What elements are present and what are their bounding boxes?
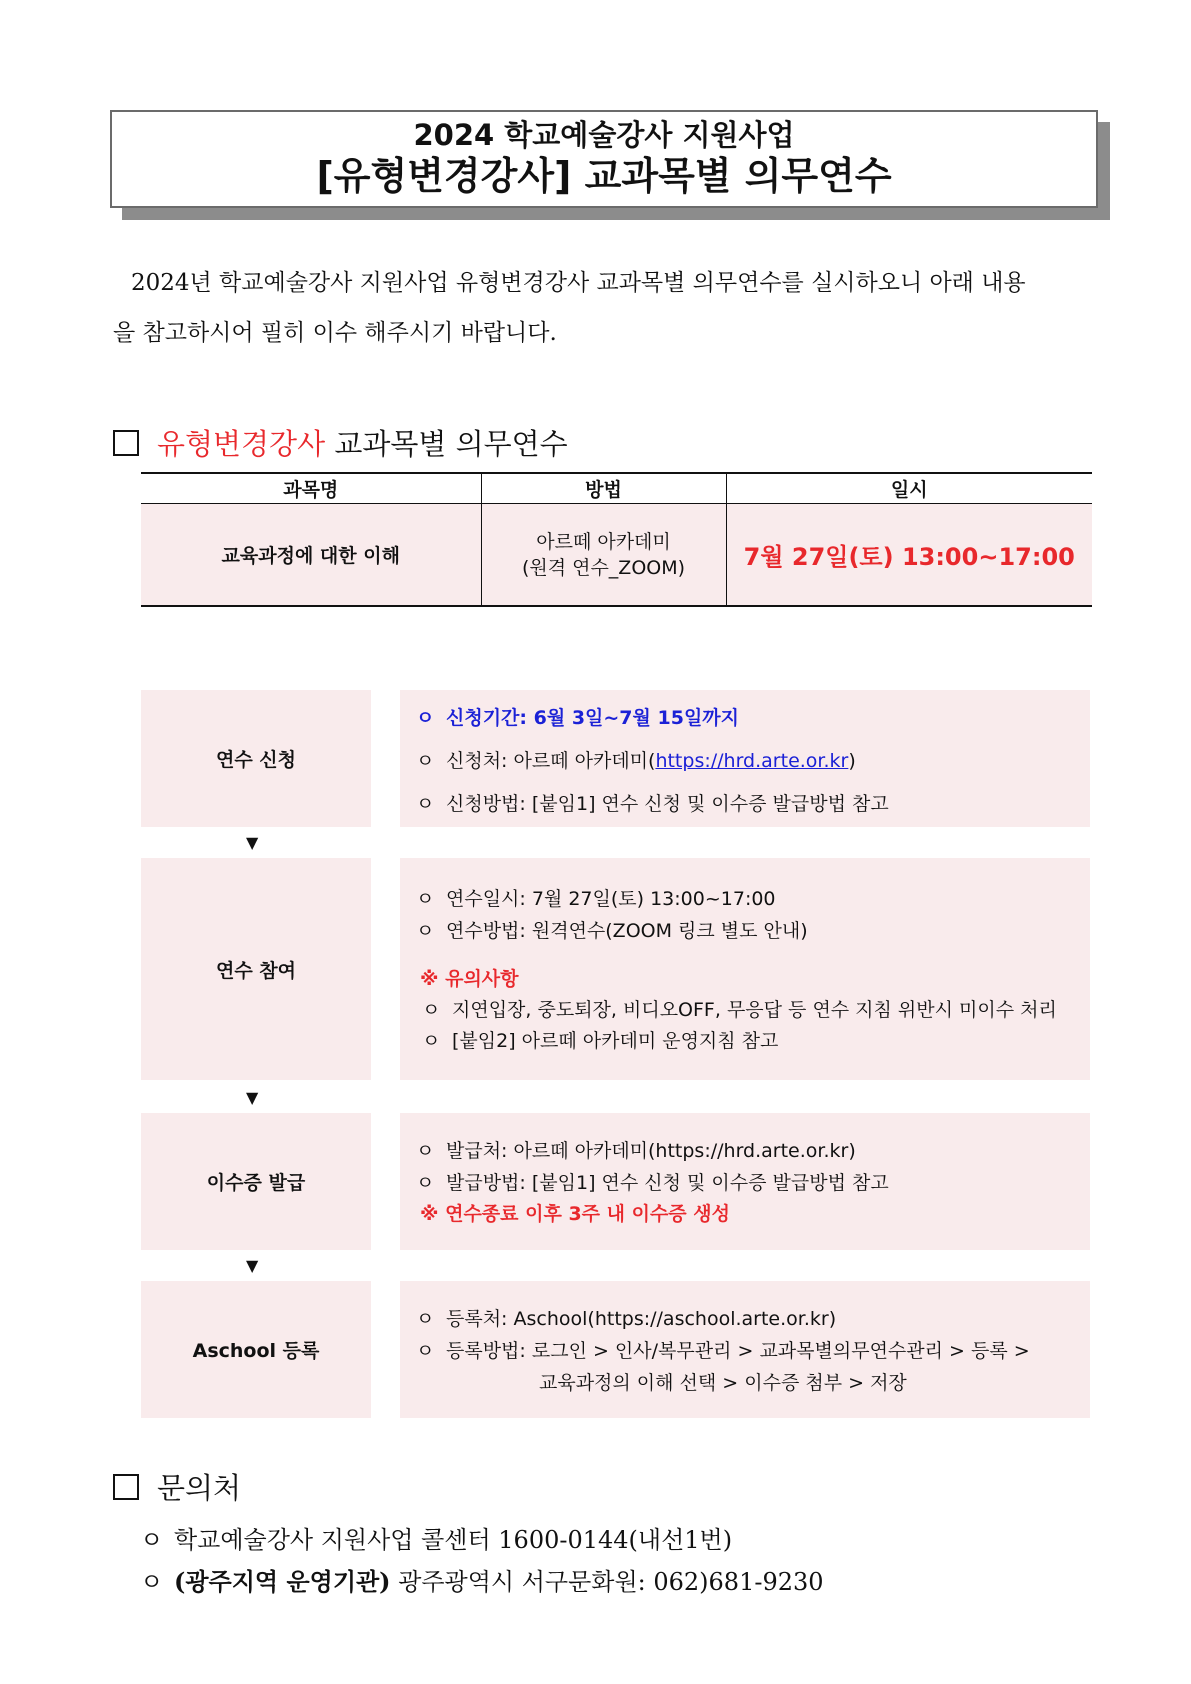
register-method-text: 등록방법: 로그인 > 인사/복무관리 > 교과목별의무연수관리 > 등록 > <box>446 1340 1030 1362</box>
step-label-attend: 연수 참여 <box>141 858 371 1080</box>
apply-place <box>416 746 856 773</box>
register-method <box>416 1336 1030 1363</box>
attend-notice-1-text: 지연입장, 중도퇴장, 비디오OFF, 무응답 등 연수 지침 위반시 미이수 처리 <box>452 999 1057 1021</box>
step-detail-apply <box>400 690 1090 827</box>
table-row <box>141 504 1092 607</box>
bullet: ㅇ <box>140 1568 164 1596</box>
down-arrow-icon: ▼ <box>246 833 259 852</box>
intro-paragraph <box>113 258 1098 358</box>
apply-place-text: 신청처: 아르떼 아카데미( <box>446 750 656 772</box>
step-detail-certificate <box>400 1113 1090 1250</box>
title-frame <box>110 110 1098 208</box>
register-method-continued: 교육과정의 이해 선택 > 이수증 첨부 > 저장 <box>539 1372 907 1394</box>
step-label-certificate: 이수증 발급 <box>141 1113 371 1250</box>
header-date: 일시 <box>726 473 1092 504</box>
cell-method <box>481 504 726 607</box>
section-heading-training <box>113 426 568 462</box>
bullet: ㅇ <box>416 1340 435 1362</box>
section-heading-highlight: 유형변경강사 <box>157 427 326 461</box>
register-place-text: 등록처: Aschool(https://aschool.arte.or.kr) <box>446 1308 837 1330</box>
step-detail-attend <box>400 858 1090 1080</box>
checkbox-icon <box>113 1474 139 1500</box>
attend-method <box>416 916 808 943</box>
bullet: ㅇ <box>416 1172 435 1194</box>
contact-org-detail: 광주광역시 서구문화원: 062)681-9230 <box>398 1568 824 1596</box>
certificate-place <box>416 1136 856 1163</box>
bullet: ㅇ <box>416 707 435 729</box>
title-line-1: 2024 학교예술강사 지원사업 <box>413 118 795 152</box>
bullet: ㅇ <box>422 999 441 1021</box>
attend-notice-2 <box>422 1026 778 1053</box>
apply-place-suffix: ) <box>848 750 856 772</box>
bullet: ㅇ <box>140 1526 164 1554</box>
intro-line-1: 2024년 학교예술강사 지원사업 유형변경강사 교과목별 의무연수를 실시하오니 아래 내용 <box>131 270 1026 296</box>
certificate-place-text: 발급처: 아르떼 아카데미(https://hrd.arte.or.kr) <box>446 1140 856 1162</box>
attend-notice-2-text: [붙임2] 아르떼 아카데미 운영지침 참고 <box>452 1030 779 1052</box>
certificate-note: ※ 연수종료 이후 3주 내 이수증 생성 <box>420 1203 730 1225</box>
step-label-register: Aschool 등록 <box>141 1281 371 1418</box>
checkbox-icon <box>113 430 139 456</box>
title-line-2: [유형변경강사] 교과목별 의무연수 <box>316 154 892 198</box>
intro-line-2: 을 참고하시어 필히 이수 해주시기 바랍니다. <box>113 320 557 346</box>
step-label-apply: 연수 신청 <box>141 690 371 827</box>
attend-method-text: 연수방법: 원격연수(ZOOM 링크 별도 안내) <box>446 920 808 942</box>
certificate-method-text: 발급방법: [붙임1] 연수 신청 및 이수증 발급방법 참고 <box>446 1172 889 1194</box>
bullet: ㅇ <box>416 920 435 942</box>
method-line-1: 아르떼 아카데미 <box>536 530 671 553</box>
section-heading-contact <box>113 1470 241 1506</box>
attend-notice-1 <box>422 995 1057 1022</box>
register-place <box>416 1304 836 1331</box>
contact-line-1 <box>140 1520 732 1555</box>
contact-org-label: (광주지역 운영기관) <box>174 1567 391 1596</box>
apply-period-text: 신청기간: 6월 3일~7월 15일까지 <box>446 707 740 729</box>
cell-date: 7월 27일(토) 13:00~17:00 <box>726 504 1092 607</box>
contact-callcenter: 학교예술강사 지원사업 콜센터 1600-0144(내선1번) <box>174 1526 733 1554</box>
table-header-row <box>141 473 1092 504</box>
step-detail-register <box>400 1281 1090 1418</box>
bullet: ㅇ <box>422 1030 441 1052</box>
header-method: 방법 <box>481 473 726 504</box>
cell-subject: 교육과정에 대한 이해 <box>141 504 481 607</box>
header-subject: 과목명 <box>141 473 481 504</box>
contact-line-2 <box>140 1562 824 1597</box>
section-heading-rest: 교과목별 의무연수 <box>334 427 568 461</box>
document-title-box <box>110 110 1098 208</box>
bullet: ㅇ <box>416 750 435 772</box>
attend-datetime-text: 연수일시: 7월 27일(토) 13:00~17:00 <box>446 888 776 910</box>
down-arrow-icon: ▼ <box>246 1256 259 1275</box>
apply-link[interactable]: https://hrd.arte.or.kr <box>655 750 849 772</box>
down-arrow-icon: ▼ <box>246 1088 259 1107</box>
attend-notice-title: ※ 유의사항 <box>420 968 519 990</box>
apply-method <box>416 789 889 816</box>
bullet: ㅇ <box>416 1140 435 1162</box>
apply-period <box>416 703 739 730</box>
bullet: ㅇ <box>416 888 435 910</box>
contact-heading-text: 문의처 <box>157 1471 242 1505</box>
method-line-2: (원격 연수_ZOOM) <box>521 556 686 579</box>
course-table <box>141 472 1092 607</box>
attend-datetime <box>416 884 776 911</box>
bullet: ㅇ <box>416 793 435 815</box>
certificate-method <box>416 1168 889 1195</box>
bullet: ㅇ <box>416 1308 435 1330</box>
apply-method-text: 신청방법: [붙임1] 연수 신청 및 이수증 발급방법 참고 <box>446 793 889 815</box>
